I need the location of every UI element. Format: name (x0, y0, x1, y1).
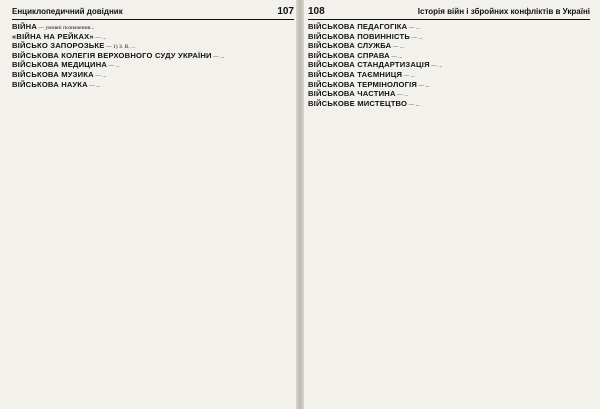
entry-text: — ... (402, 72, 415, 79)
headword: ВІЙСЬКОВА МЕДИЦИНА (12, 60, 108, 70)
left-running-head (12, 6, 294, 20)
entry-text: — 1) З. В. ... (104, 44, 136, 51)
right-page-text (308, 23, 590, 109)
left-page-text (12, 23, 294, 90)
entry-text: — ... (395, 92, 409, 99)
entry-text: — ... (429, 63, 443, 70)
headword: ВІЙСЬКОВА КОЛЕГІЯ ВЕРХОВНОГО СУДУ УКРАЇНИ (12, 50, 212, 60)
entry-text: — ... (407, 25, 420, 31)
headword: ВІЙСЬКОВА ПЕДАГОГІКА (308, 22, 408, 31)
headword: ВІЙСЬКОВА ЧАСТИНА (308, 89, 396, 99)
entry-text: — ... (93, 34, 107, 41)
entry-text: — ... (410, 34, 423, 41)
entry-text: — ... (407, 101, 420, 108)
headword: ВІЙСЬКОВА МУЗИКА (12, 69, 94, 79)
entry-text: — умовні позначення... (37, 25, 95, 31)
entry-text: — ... (211, 53, 225, 60)
entry-text: — ... (389, 53, 403, 60)
headword: ВІЙСЬКОВА СТАНДАРТИЗАЦІЯ (308, 60, 430, 70)
entry-text: — ... (417, 82, 430, 89)
headword: ВІЙСЬКОВЕ МИСТЕЦТВО (308, 98, 408, 108)
headword: «ВІЙНА НА РЕЙКАХ» (12, 31, 94, 41)
entry-text: — ... (107, 63, 120, 70)
headword: ВІЙСЬКОВА ТЕРМІНОЛОГІЯ (308, 79, 418, 89)
headword: ВІЙНА (12, 22, 38, 31)
right-running-title: Історія війн і збройних конфліктів в Україні (417, 7, 590, 16)
headword: ВІЙСЬКОВА ТАЄМНИЦЯ (308, 69, 403, 79)
right-page (302, 0, 600, 409)
right-running-head (308, 6, 590, 20)
entry (12, 81, 294, 91)
left-page (0, 0, 298, 409)
left-page-number: 107 (277, 6, 294, 17)
entry-text: — ... (87, 82, 101, 89)
headword: ВІЙСЬКОВА НАУКА (12, 79, 88, 89)
entry (308, 100, 590, 110)
right-page-number: 108 (308, 6, 325, 17)
headword: ВІЙСЬКОВА ПОВИННІСТЬ (308, 31, 411, 41)
entry-text: — ... (391, 44, 404, 51)
headword: ВІЙСЬКОВА СЛУЖБА (308, 41, 392, 51)
entry-text: — ... (93, 72, 107, 79)
headword: ВІЙСЬКОВА СПРАВА (308, 50, 390, 60)
headword: ВІЙСЬКО ЗАПОРОЗЬКЕ (12, 41, 105, 51)
left-running-title: Енциклопедичний довідник (12, 7, 123, 16)
